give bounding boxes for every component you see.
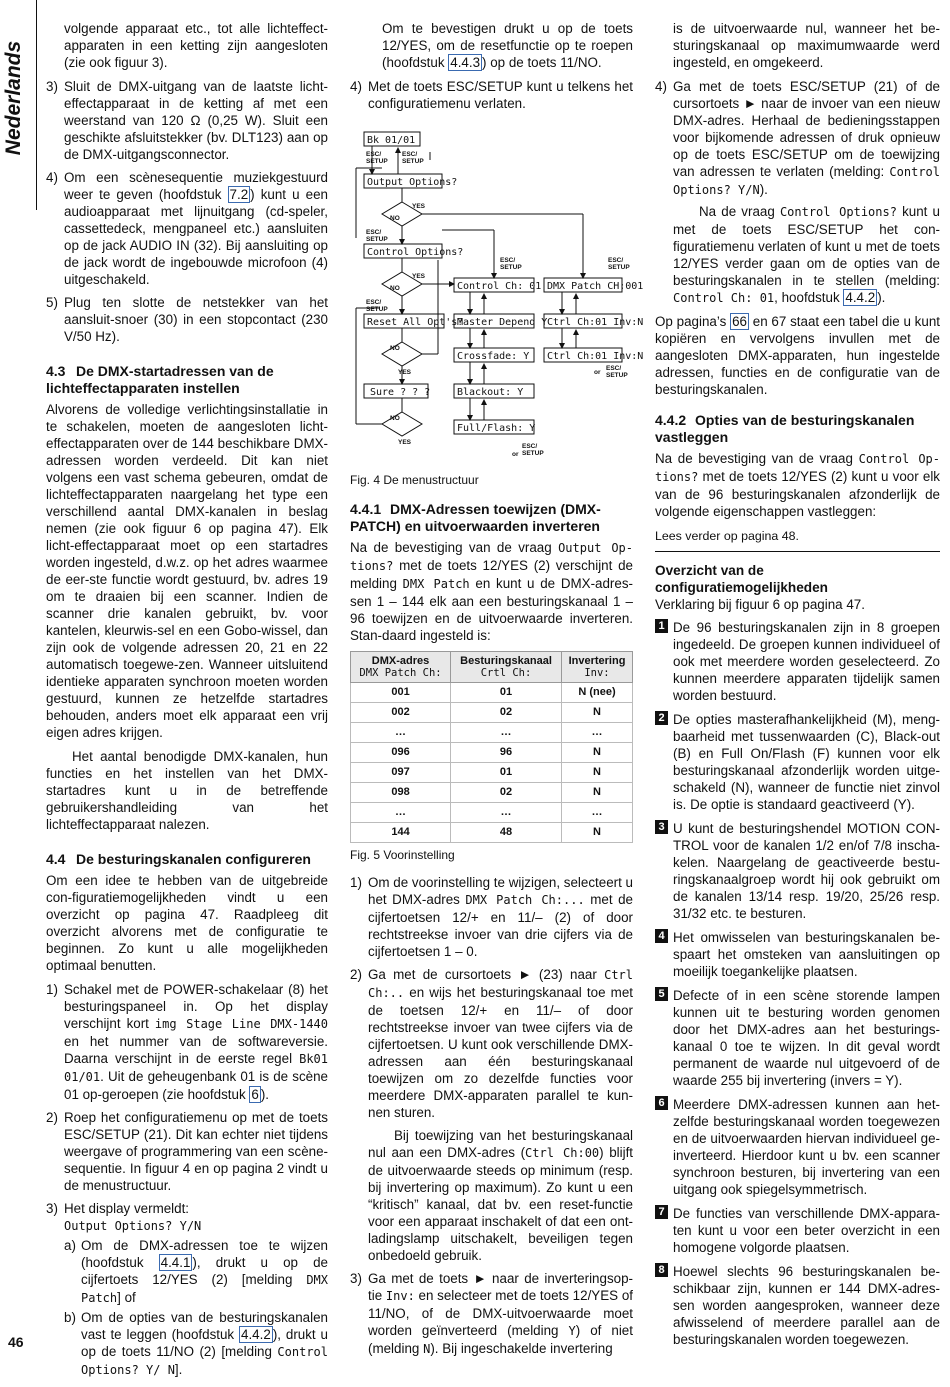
number-badge: 4 [655, 929, 668, 943]
text: ] of [117, 1290, 136, 1305]
sub-paragraph [673, 203, 940, 307]
esc-label: ESC/ [608, 257, 624, 264]
number-badge: 1 [655, 619, 668, 633]
item-number: 3) [350, 1271, 362, 1286]
table-row [351, 743, 633, 763]
heading-4-4-2 [655, 412, 940, 446]
no-label: NO [390, 285, 400, 292]
overview-list [655, 619, 940, 1348]
blackout-text: Blackout: Y [457, 387, 524, 398]
item-text [368, 1270, 633, 1358]
table-cell: 96 [451, 743, 562, 763]
setup-label: SETUP [366, 306, 388, 313]
table-cell: 098 [351, 783, 451, 803]
chapter-link[interactable]: 7.2 [229, 187, 249, 202]
header-code: Inv: [584, 667, 610, 679]
list-item [46, 294, 328, 345]
text: Om de DMX-adressen toe te wijzen (hoofdstuk [81, 1238, 328, 1270]
setup-label: SETUP [500, 264, 522, 271]
item-number: 1) [350, 875, 362, 890]
table-cell: 48 [451, 823, 562, 843]
list-item [655, 78, 940, 307]
list-item [46, 1109, 328, 1194]
heading-4-4 [46, 851, 328, 868]
text: ) of niet (melding [368, 1323, 633, 1356]
heading-4-3 [46, 363, 328, 397]
figure-5-caption: Fig. 5 Voorinstelling [350, 848, 455, 862]
overview-subtitle: Verklaring bij figuur 6 op pagina 47. [655, 597, 865, 612]
esc-label: ESC/ [606, 365, 622, 372]
heading-4-4-1 [350, 501, 633, 535]
text: Ga met de toets ESC/SETUP (21) of de cursortoets ► naar de invoer van een nieuw DMX-adres. Herhaal de bedieningsstappen voor bijkomende adressen of druk opnieuw op de toets ESC/SETUP om de toewijzing van adressen te verlaten (melding: [673, 79, 940, 179]
yes-label: YES [398, 439, 412, 446]
item-number: 3) [46, 1201, 58, 1216]
display-text: Output Options? Y/N [64, 1219, 202, 1233]
continue-note: Lees verder op pagina 48. [655, 529, 799, 543]
paragraph: Om een idee te hebben van de uitgebreide con-figuratiemogelijkheden vindt u een overzicht op pagina 47. Raadpleeg dit overzicht alvorens met de configuratie te beginnen. Zo kunt u alle mogelijkheden optimaal benutten. [46, 873, 328, 973]
text: Om de opties van de besturingskanalen vast te leggen (hoofdstuk [81, 1310, 328, 1342]
text: Bij toewijzing van het besturingskanaal nul aan een DMX-adres ( [368, 1128, 633, 1160]
item-text [673, 78, 940, 307]
sidebar [0, 0, 30, 200]
sub-item-letter: a) [64, 1238, 76, 1253]
chapter-link[interactable]: 4.4.2 [845, 290, 876, 305]
setup-label: SETUP [402, 158, 424, 165]
text: en kunt u de DMX-adres-sen 1 – 144 elk aan een besturingskanaal 1 – 96 toewijzen en de uitvoerwaarde inverteren. Stan-daard ingesteld is: [350, 576, 633, 643]
diagram-labels [366, 151, 630, 458]
text: ), drukt u op de toets 11/NO (2) [melding [81, 1327, 328, 1359]
number-badge: 6 [655, 1096, 668, 1110]
table-row [351, 763, 633, 783]
display-text: Control Options? Y/N [673, 165, 940, 197]
overview-item [655, 929, 940, 980]
heading-number: 4.3 [46, 363, 66, 379]
text: ) op de toets 11/NO. [482, 55, 602, 70]
heading-title: De DMX-startadressen van de lichteffectapparaten instellen [46, 363, 274, 396]
item-text: Het omwisselen van besturingskanalen be-spaart het omsteken van aansluitingen op moeilijk toegankelijke plaatsen. [673, 930, 940, 979]
text: ). [759, 182, 768, 197]
esc-label: ESC/ [522, 443, 538, 450]
display-text: DMX Patch [402, 577, 470, 591]
chapter-link[interactable]: 4.4.1 [160, 1255, 191, 1270]
item-number: 4) [46, 170, 58, 185]
number-badge: 8 [655, 1263, 668, 1277]
number-badge: 5 [655, 987, 668, 1001]
text: ), drukt u op de cijfertoets 12/YES (2) [melding [81, 1255, 328, 1287]
table-row [351, 723, 633, 743]
item-number: 3) [46, 79, 58, 94]
table-cell: … [451, 803, 562, 823]
heading-number: 4.4 [46, 851, 66, 867]
display-text: DMX Patch Ch:... [465, 893, 585, 907]
display-text: Control Options? Y/ N [81, 1345, 328, 1377]
text: Na de bevestiging van de vraag [350, 540, 559, 555]
number-badge: 7 [655, 1205, 668, 1219]
connection-steps [46, 78, 328, 345]
text: , hoofdstuk [774, 290, 844, 305]
overview-item [655, 1205, 940, 1256]
text: Na de bevestiging van de vraag [655, 451, 859, 466]
table-cell: … [351, 803, 451, 823]
table-header-row [351, 652, 633, 683]
item-number: 2) [46, 1110, 58, 1125]
display-text: N [423, 1342, 431, 1356]
header-label: Invertering [568, 655, 626, 667]
paragraph [350, 20, 633, 71]
text: ). Bij ingeschakelde invertering [430, 1341, 613, 1356]
item-number: 5) [46, 295, 58, 310]
text: en selecteer met de toets 12/YES of 11/NO, of de DMX-uitvoerwaarde moet worden geïnverteerd (melding [368, 1288, 633, 1338]
list-item [350, 78, 633, 112]
paragraph [350, 539, 633, 644]
sub-item-text [81, 1237, 328, 1307]
heading-title: DMX-Adressen toewijzen (DMX-PATCH) en uitvoerwaarden inverteren [350, 501, 601, 534]
chapter-link[interactable]: 4.4.2 [241, 1327, 271, 1342]
paragraph: is de uitvoerwaarde nul, wanneer het be-sturingskanaal op maximumwaarde werd ingesteld, en omgekeerd. [673, 21, 940, 70]
sidebar-rule [36, 0, 37, 210]
table-cell: 097 [351, 763, 451, 783]
page-link[interactable]: 66 [732, 314, 747, 329]
control-ch-text: Control Ch: 01 [457, 281, 542, 292]
paragraph: Het aantal benodigde DMX-kanalen, hun functies en het instellen van het DMX-startadres kunt u in de betreffende gebruikershandleiding van het lichteffectapparaat nalezen. [46, 749, 328, 832]
text: Het display vermeldt: [64, 1201, 190, 1216]
table-cell: N [562, 703, 633, 723]
display-text: Ctrl Ch:00 [525, 1146, 600, 1160]
yes-label: YES [412, 203, 426, 210]
table-row [351, 783, 633, 803]
text: Op pagina’s [655, 314, 731, 329]
item-text: De opties masterafhankelijkheid (M), meng-baarheid met tussenwaarden (C), Black-out (B) en Full On/Flash (F) kunnen voor elk besturingskanaal afzonderlijk worden uitge-schakeld (N), wanneer de functie niet zinvol is. De optie is standaard geactiveerd (Y). [673, 712, 940, 812]
menu-diagram-svg [350, 130, 644, 468]
yes-label: YES [398, 369, 412, 376]
setup-label: SETUP [606, 372, 628, 379]
paragraph [655, 313, 940, 398]
display-text: Inv: [385, 1289, 415, 1303]
overview-item [655, 820, 940, 922]
column-3 [655, 20, 940, 1355]
heading-number: 4.4.1 [350, 501, 382, 517]
table-cell: 001 [351, 683, 451, 703]
overview-item [655, 987, 940, 1089]
text: Om de voorinstelling te wijzigen, selecteert u het DMX-adres [368, 875, 633, 907]
text: ). [260, 1087, 270, 1102]
column-header [451, 652, 562, 683]
display-text: Control Options? [779, 205, 897, 219]
menu-structure-diagram [350, 130, 644, 468]
flash-text: Full/Flash: Y [457, 423, 536, 434]
language-label: Nederlands [2, 40, 25, 156]
text: Ga met de toets ► naar de inverteringsop-tie [368, 1271, 633, 1303]
list-item [46, 981, 328, 1103]
item-number: 2) [350, 967, 362, 982]
table-cell: … [562, 803, 633, 823]
column-header [562, 652, 633, 683]
text: Na de vraag [699, 204, 780, 219]
no-label: NO [390, 415, 400, 422]
master-depend-text: Master Depend Y [457, 317, 548, 328]
item-text: Plug ten slotte de netstekker van het aansluit-snoer (30) in een stopcontact (230 V/50 Hz). [64, 295, 328, 344]
esc-label: ESC/ [366, 299, 382, 306]
sub-item [64, 1309, 328, 1379]
or-label: or [594, 369, 601, 376]
list-item [46, 169, 328, 288]
display-text: Output Op-tions? [350, 541, 633, 573]
item-number: 4) [655, 79, 667, 94]
text: met de toets 12/YES (2) verschijnt de melding [350, 558, 633, 591]
display-text: Control Op-tions? [655, 452, 940, 484]
paragraph: Alvorens de volledige verlichtingsinstallatie in te schakelen, moeten de aangesloten licht-effectapparaten over de 144 beschikbare DMX-adressen worden verdeeld. Dit kan niet volgens een vast schema gebeuren, omdat de lichteffectapparaten naargelang het type een verschillend aantal DMX-kanalen in beslag nemen (zie ook figuur 6 op pagina 47). Elk licht-effectapparaat moet op een startadres worden ingesteld, d.w.z. op het adres waarmee de eer-ste functie wordt gestuurd, bv. adres 19 om te draaien bij een scanner. Indien de scanner drie kanalen gebruikt, bv. voor kantelen, kleurwis-sel en een Gobo-wissel, dan zijn ook de volgende adressen 20, 21 en 22 automatisch toegewe-zen. Wanneer uitsluitend identieke apparaten synchroon moeten worden gestuurd, kunnen ze hetzelfde startadres behouden, anders moet elk apparaat een vrij eigen adres krijgen. [46, 402, 328, 740]
number-badge: 3 [655, 820, 668, 834]
table-cell: … [451, 723, 562, 743]
figure-4-caption: Fig. 4 De menustructuur [350, 473, 479, 487]
list-item [350, 1270, 633, 1358]
dmx-patch-text: DMX Patch CH:001 [547, 281, 644, 292]
sure-text: Sure ? ? ? [370, 387, 431, 398]
table-cell: N [562, 743, 633, 763]
text: en 67 staat een tabel die u kunt kopiëren en vervolgens invullen met de aangesloten DMX-apparaten, hun ingestelde adressen, functies en de configuratie van de besturingskanalen. [655, 314, 940, 397]
text: kunt u met de toets ESC/SETUP het con-figuratiemenu verlaten of kunt u met de toets 12/YES verder gaan om de opties van de besturingskanalen in te stellen (melding: [673, 204, 940, 288]
item-text: Defecte of in een scène storende lampen kunnen uit te besturing worden genomen door het DMX-adres aan het besturings-kanaal 0 toe te wijzen. In dit geval wordt permanent de waarde nul uitgevoerd of de waarde 255 bij invertering (invers = Y). [673, 988, 940, 1088]
setup-label: SETUP [608, 264, 630, 271]
page-number: 46 [8, 1334, 24, 1350]
list-item [46, 78, 328, 163]
table-row [351, 683, 633, 703]
display-text: Control Ch: 01 [673, 291, 775, 305]
table-cell: … [562, 723, 633, 743]
table-cell: 096 [351, 743, 451, 763]
header-code: DMX Patch Ch: [359, 667, 442, 679]
item-text: De functies van verschillende DMX-appara-ten kunt u voor een beter overzicht in een homogene volgorde plaatsen. [673, 1206, 940, 1255]
no-label: NO [390, 345, 400, 352]
text: ) kunt u een audioapparaat met lijnuitgang (cd-speler, cassettedeck, mengpaneel etc.) aansluiten op de jack AUDIO IN (32). Bij aansluiting op de jack wordt de ingebouwde microfoon (4) uitgeschakeld. [64, 187, 328, 287]
setup-label: SETUP [366, 158, 388, 165]
text: Om een scènesequentie muziekgestuurd weer te geven (hoofdstuk [64, 170, 328, 202]
text: met de cijfertoetsen 12/+ en 11/– (2) of door rechtstreekse invoer van drie cijfers via de cijfertoetsen 1 – 0. [368, 892, 633, 959]
item-text [64, 169, 328, 288]
item-text: Roep het configuratiemenu op met de toets ESC/SETUP (21). Dit kan echter niet tijdens weergave of programmering van een scène-sequentie. In figuur 4 en op pagina 2 vindt u de menustructuur. [64, 1110, 328, 1193]
decision-diamond [382, 412, 422, 436]
display-text: Ctrl Ch:.. [368, 968, 633, 1000]
column-header [351, 652, 451, 683]
yes-label: YES [412, 273, 426, 280]
table-cell: 02 [451, 703, 562, 723]
item-text [368, 874, 633, 960]
header-code: Crtl Ch: [480, 667, 532, 679]
table-cell: N [562, 823, 633, 843]
text: ) blijft de uitvoerwaarde steeds op minimum (resp. bij invertering op maximum). Zo kunt u een “kritisch” kanaal, dat bv. een reset-functie voor een apparaat inschakelt of dat een ont-ladingslamp uitschakelt, beveiligen tegen onbedoeld gebruik. [368, 1145, 634, 1263]
overview-title: Overzicht van de configuratiemogelijkheden [655, 563, 828, 595]
display-text: Bk01 01/01 [64, 1052, 328, 1084]
setup-label: SETUP [522, 450, 544, 457]
crossfade-text: Crossfade: Y [457, 351, 530, 362]
text: . Uit de geheugenbank 01 is de scène 01 op-geroepen (zie hoofdstuk [64, 1069, 328, 1102]
text: Ga met de cursortoets ► (23) naar [368, 967, 605, 982]
paragraph [655, 450, 940, 520]
text: ). [877, 290, 886, 305]
overview-item [655, 619, 940, 704]
item-text: Met de toets ESC/SETUP kunt u telkens het configuratiemenu verlaten. [368, 79, 633, 111]
overview-item [655, 711, 940, 813]
text: Schakel met de POWER-schakelaar (8) het besturingspaneel in. Op het display verschijnt kort [64, 982, 328, 1031]
item-text: U kunt de besturingshendel MOTION CON-TROL voor de kanalen 1/2 en/of 7/8 inscha-kelen. Naargelang de geactiveerde bestu-ringskanaalgroep wordt hij ook gebruikt om de kanalen 13/14 resp. 19/20, 25/26 resp. 31/32 etc. te besturen. [673, 821, 940, 921]
list-item [46, 1200, 328, 1381]
chapter-link[interactable]: 6 [251, 1087, 259, 1102]
sub-paragraph [368, 1127, 633, 1264]
table-cell: 002 [351, 703, 451, 723]
ctrl-inv-text: Ctrl Ch:01 Inv:N [547, 351, 644, 362]
item-number: 4) [350, 79, 362, 94]
overview-item [655, 1096, 940, 1198]
table-row [351, 703, 633, 723]
display-text: DMX Patch [81, 1273, 328, 1305]
table-cell: 01 [451, 683, 562, 703]
item-text [64, 1200, 328, 1381]
sub-item-text [81, 1309, 328, 1379]
table-row [351, 803, 633, 823]
list-item [350, 874, 633, 960]
table-cell: … [351, 723, 451, 743]
item-text: De 96 besturingskanalen zijn in 8 groepen ingedeeld. De groepen kunnen individueel of ook met meerdere worden geselecteerd. Zo kunnen meerdere apparaten tijdelijk samen worden bestuurd. [673, 620, 940, 703]
table-body [351, 683, 633, 843]
table-row [351, 823, 633, 843]
table-cell: 02 [451, 783, 562, 803]
header-label: DMX-adres [371, 655, 430, 667]
item-text: Sluit de DMX-uitgang van de laatste licht-effectapparaat in de ketting af met een weerstand van 120 Ω (0,25 W). Sluit een geschikte afsluitstekker (bv. DLT123) aan op de DMX-uitgangsconnector. [64, 79, 328, 162]
chapter-link[interactable]: 4.4.3 [450, 55, 481, 70]
esc-label: ESC/ [366, 229, 382, 236]
bank-display-text: Bk 01/01 [367, 135, 416, 146]
display-text: Y [568, 1324, 576, 1338]
or-label: or [512, 451, 519, 458]
heading-number: 4.4.2 [655, 412, 687, 428]
item-number: 1) [46, 982, 58, 997]
overview-item [655, 1263, 940, 1348]
output-options-text: Output Options? [367, 177, 458, 188]
number-badge: 2 [655, 711, 668, 725]
table-cell: 144 [351, 823, 451, 843]
sub-item [64, 1237, 328, 1307]
item-text: Hoewel slechts 96 besturingskanalen be-schikbaar zijn, kunnen er 144 DMX-adres-sen worden aangesproken, wanneer deze afwisselend of meerdere parallel aan de besturingskanalen worden toegewezen. [673, 1264, 940, 1347]
sub-item-letter: b) [64, 1310, 76, 1325]
column-1 [46, 20, 328, 1387]
text: en wijs het besturingskanaal toe met de toetsen 12/+ en 11/– of door rechtstreekse invoer van twee cijfers via de cijfertoetsen. U kunt ook verschillende DMX-adressen aan één besturingskanaal toewijzen om zo dezelfde functies voor meerdere DMX-apparaten parallel te kun-nen sturen. [368, 985, 633, 1120]
text: met de toets 12/YES (2) kunt u voor elk van de 96 besturingskanalen afzonderlijk de volgende eigenschappen vastleggen: [655, 469, 940, 519]
header-label: Besturingskanaal [460, 655, 552, 667]
setup-label: SETUP [366, 236, 388, 243]
esc-label: ESC/ [402, 151, 418, 158]
item-text [368, 966, 633, 1264]
section-rule [655, 551, 940, 552]
table-cell: N (nee) [562, 683, 633, 703]
text: Om te bevestigen drukt u op de toets 12/YES, om de resetfunctie op te roepen (hoofdstuk [382, 21, 633, 70]
intro-tail: volgende apparaat etc., tot alle lichteffect-apparaten in een ketting zijn aangesloten (zie ook figuur 3). [64, 21, 328, 70]
decision-diamond [382, 342, 422, 366]
preset-table [350, 651, 633, 843]
esc-label: ESC/ [500, 257, 516, 264]
heading-title: Opties van de besturingskanalen vastleggen [655, 412, 915, 445]
text: en het nummer van de softwareversie. Daarna verschijnt in de eerste regel [64, 1034, 328, 1066]
esc-label: ESC/ [366, 151, 382, 158]
no-label: NO [390, 215, 400, 222]
control-options-text: Control Options? [367, 247, 464, 258]
table-cell: 01 [451, 763, 562, 783]
list-item [350, 966, 633, 1264]
item-text [64, 981, 328, 1103]
item-text: Meerdere DMX-adressen kunnen aan het-zelfde besturingskanaal worden toegewezen en de uitvoerwaarden hiervan individueel ge-inverteerd. Hierdoor kunt u bv. een scanner synchroon besturen, bij invertering van een uitgang ook spiegelsymmetrisch. [673, 1097, 940, 1197]
heading-title: De besturingskanalen configureren [76, 851, 311, 867]
text: ]. [174, 1362, 183, 1377]
ctrl-inv-text: Ctrl Ch:01 Inv:N [547, 317, 644, 328]
display-text: img Stage Line DMX-1440 [154, 1017, 328, 1031]
table-cell: N [562, 783, 633, 803]
table-cell: N [562, 763, 633, 783]
reset-options-text: Reset All Opt's? [367, 317, 464, 328]
column-2 [350, 20, 644, 1364]
